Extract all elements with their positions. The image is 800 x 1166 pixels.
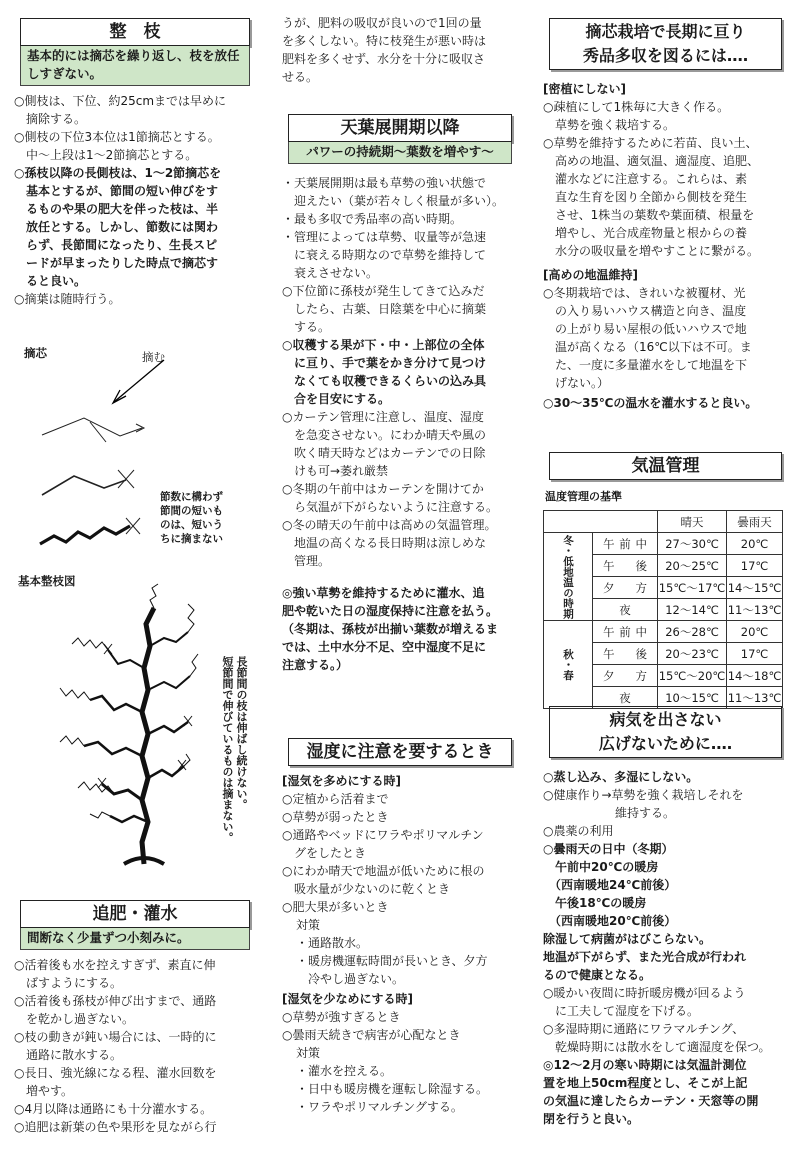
table-corner [544, 511, 658, 533]
temperature-section [543, 452, 788, 709]
season-autumn-spring: 秋・春 [544, 621, 593, 709]
continued-para: うが、肥料の吸収が良いので1回の量 を多くしない。特に枝発生が悪い時は 肥料を多くせず、水分を十分に吸収さ せる。 [282, 16, 487, 84]
disease-para: ○暖かい夜間に時折暖房機が回るよう に工夫して湿度を下げる。 [543, 986, 746, 1018]
disease-para: ○農薬の利用 [543, 824, 614, 838]
disease-title-line: 病気を出さない [609, 710, 722, 729]
sunny-cell: 10～15℃ [658, 687, 727, 709]
pinch-arrow-label: 摘む [142, 350, 165, 364]
season-winter: 冬・低地温の時期 [544, 533, 593, 621]
cloudy-cell: 14～15℃ [727, 577, 783, 599]
fertilize-para: ○長日、強光線になる程、灌水回数を 増やす。 [14, 1066, 217, 1098]
humidity-less-item: ・灌水を控える。 [296, 1064, 393, 1078]
sunny-cell: 27～30℃ [658, 533, 727, 555]
temperature-title: 気温管理 [549, 452, 782, 480]
canopy-para: ○冬の晴天の午前中は高めの気温管理。 地温の高くなる長日時期は涼しめな 管理。 [282, 518, 497, 568]
humidity-more-item: ○肥大果が多いとき [282, 900, 389, 914]
humidity-less-item: ・日中も暖房機を運転し除湿する。 [296, 1082, 489, 1096]
cloudy-cell: 11～13℃ [727, 599, 783, 621]
soil-para: ○冬期栽培では、きれいな被覆材、光 の入り易いハウス構造と向き、温度 の上がり易い屋根の低いハウスで地 温が高くなる（16℃以下は不可。ま た、一度に多量灌水をして地温を下 げない。） [543, 286, 752, 390]
canopy-para: ○下位節に孫枝が発生してきて込みだ したら、古葉、日陰葉を中心に摘葉 する。 [282, 284, 487, 334]
fertilize-section [14, 900, 256, 1136]
warm-water-para: ○30～35℃の温水を灌水すると良い。 [543, 396, 758, 410]
pruning-para: ○孫枝以降の長側枝は、1～2節摘芯を 基本とするが、節間の短い伸びをす るものや果の肥大を伴った枝は、半 放任とする。しかし、節数には関わ らず、長節間になったり、生長スピ ードが早まったりした時点で摘芯す ると良い。 [14, 166, 222, 288]
disease-title [549, 706, 782, 758]
period-cell: 夜 [593, 599, 658, 621]
temperature-table [543, 510, 783, 709]
canopy-para: ・最も多収で秀品率の高い時期。 [282, 212, 463, 226]
pinch-note: 節数に構わず 節間の短いも のは、短いう ちに摘まない [160, 491, 223, 545]
temperature-caption: 温度管理の基準 [545, 490, 622, 503]
fertilize-para: ○枝の動きが鈍い場合には、一時的に 通路に散水する。 [14, 1030, 217, 1062]
humidity-more-item: ○定植から活着まで [282, 792, 389, 806]
col-sunny: 晴天 [658, 511, 727, 533]
disease-para: ○多湿時期に通路にワラマルチング、 乾燥時期には散水をして適湿度を保つ。 [543, 1022, 771, 1054]
basic-pruning-note: 長節間の枝は伸ばし続けない。 短節間で伸びているものは摘まない。 [221, 656, 248, 843]
pinch-figure [14, 340, 256, 560]
pruning-summary: 基本的には摘芯を繰り返し、枝を放任しすぎない。 [20, 46, 250, 86]
cloudy-cell: 17℃ [727, 555, 783, 577]
longterm-title [549, 18, 782, 70]
period-cell: 午 後 [593, 643, 658, 665]
canopy-para: ・天葉展開期は最も草勢の強い状態で 迎えたい（葉が若々しく根量が多い）。 [282, 176, 505, 208]
sunny-cell: 15℃～20℃ [658, 665, 727, 687]
humidity-less-label: [湿気を少なめにする時] [282, 992, 413, 1006]
period-cell: 午前中 [593, 533, 658, 555]
period-cell: 夜 [593, 687, 658, 709]
sunny-cell: 20～25℃ [658, 555, 727, 577]
pruning-para: ○摘葉は随時行う。 [14, 292, 121, 306]
table-header-row [544, 511, 783, 533]
cloudy-cell: 17℃ [727, 643, 783, 665]
cloudy-cell: 20℃ [727, 533, 783, 555]
density-label: [密植にしない] [543, 82, 626, 96]
canopy-section [282, 114, 518, 674]
cloudy-cell: 20℃ [727, 621, 783, 643]
longterm-section [543, 18, 788, 412]
longterm-title-line: 摘芯栽培で長期に亘り [585, 22, 746, 41]
disease-para: ○曇雨天の日中（冬期） 午前中20℃の暖房 （西南暖地24℃前後） 午後18℃の暖房 （西南暖地20℃前後） 除湿して病菌がはびこらない。 地温が下がらず、また光合成が行われ るので健康となる。 [543, 842, 747, 982]
canopy-para: ○冬期の午前中はカーテンを開けてか ら気温が下がらないように注意する。 [282, 482, 499, 514]
humidity-more-item: ○通路やベッドにワラやポリマルチン グをしたとき [282, 828, 484, 860]
fertilize-para: ○活着後も孫枝が伸び出すまで、通路 を乾かし過ぎない。 [14, 994, 217, 1026]
disease-para: ○健康作り→草勢を強く栽培しそれを 維持する。 [543, 788, 744, 820]
sunny-cell: 12～14℃ [658, 599, 727, 621]
sunny-cell: 20～23℃ [658, 643, 727, 665]
basic-pruning-plant [14, 572, 214, 872]
soil-label: [高めの地温維持] [543, 268, 638, 282]
period-cell: 午 後 [593, 555, 658, 577]
sunny-cell: 26～28℃ [658, 621, 727, 643]
period-cell: 午前中 [593, 621, 658, 643]
humidity-more-item: ○草勢が弱ったとき [282, 810, 389, 824]
pruning-para: ○側枝は、下位、約25cmまでは早めに 摘除する。 [14, 94, 227, 126]
fertilize-summary: 間断なく少量ずつ小刻みに。 [20, 928, 250, 950]
table-row [544, 533, 783, 555]
cloudy-cell: 14～18℃ [727, 665, 783, 687]
fertilize-para: ○4月以降は通路にも十分灌水する。 [14, 1102, 213, 1116]
pruning-section [14, 18, 256, 308]
fertilize-para: ○追肥は新葉の色や果形を見ながら行 [14, 1120, 217, 1134]
fertilize-para: ○活着後も水を控えすぎず、素直に伸 ばすようにする。 [14, 958, 216, 990]
humidity-more-label: [湿気を多めにする時] [282, 774, 401, 788]
sunny-cell: 15℃～17℃ [658, 577, 727, 599]
density-para: ○草勢を維持するために若苗、良い土、 高めの地温、適気温、適湿度、追肥、 灌水などに注意する。これらは、素 直な生育を図り全節から側枝を発生 させ、1株当の葉数や葉面積、根量を 増やし、光合成産物量と根からの養 水分の吸収量を増やすことに繋がる。 [543, 136, 760, 258]
humidity-more-item: ・通路散水。 [296, 936, 369, 950]
canopy-title: 天葉展開期以降 [288, 114, 512, 142]
canopy-para: ・管理によっては草勢、収量等が急速 に衰える時期なので草勢を維持して 衰えさせない。 [282, 230, 487, 280]
basic-pruning-figure [14, 572, 256, 872]
pruning-para: ○側枝の下位3本位は1節摘芯とする。 中～上段は1～2節摘芯とする。 [14, 130, 220, 162]
pruning-title: 整 枝 [20, 18, 250, 46]
basic-pruning-label: 基本整枝図 [18, 574, 76, 588]
canopy-para: ○カーテン管理に注意し、温度、湿度 を急変させない。にわか晴天や風の 吹く晴天時などはカーテンでの日除 けも可→萎れ厳禁 [282, 410, 487, 478]
humidity-more-item: ○にわか晴天で地温が低いために根の 吸水量が少ないのに乾くとき [282, 864, 485, 896]
humidity-less-item: 対策 [296, 1046, 321, 1060]
humidity-less-item: ○曇雨天続きで病害が心配なとき [282, 1028, 461, 1042]
period-cell: 夕 方 [593, 665, 658, 687]
disease-para: ○蒸し込み、多湿にしない。 [543, 770, 699, 784]
humidity-more-item: ・暖房機運転時間が長いとき、夕方 冷やし過ぎない。 [296, 954, 488, 986]
disease-section [543, 706, 788, 1128]
col-cloudy: 曇雨天 [727, 511, 783, 533]
cloudy-cell: 11～13℃ [727, 687, 783, 709]
humidity-less-item: ○草勢が強すぎるとき [282, 1010, 401, 1024]
humidity-section [282, 738, 518, 1116]
disease-para: ◎12～2月の寒い時期には気温計測位 置を地上50cm程度とし、そこが上記 の気温に達したらカーテン・天窓等の開 閉を行うと良い。 [543, 1058, 759, 1126]
humidity-title: 湿度に注意を要するとき [288, 738, 512, 766]
fertilize-title: 追肥・灌水 [20, 900, 250, 928]
disease-title-line: 広げないために‥‥ [598, 734, 733, 753]
longterm-title-line: 秀品多収を図るには‥‥ [582, 46, 749, 65]
canopy-para: ○収穫する果が下・中・上部位の全体 に亘り、手で葉をかき分けて見つけ なくても収穫できるくらいの込み具 合を目安にする。 [282, 338, 487, 406]
humidity-more-item: 対策 [296, 918, 321, 932]
canopy-emphasis: ◎強い草勢を維持するために灌水、追 肥や乾いた日の湿度保持に注意を払う。 （冬期は、孫枝が出揃い葉数が増えるま では、土中水分不足、空中湿度不足に 注意する。） [282, 586, 499, 672]
humidity-less-item: ・ワラやポリマルチングする。 [296, 1100, 463, 1114]
density-para: ○疎植にして1株毎に大きく作る。 草勢を強く栽培する。 [543, 100, 730, 132]
pinch-label: 摘芯 [24, 346, 47, 360]
canopy-summary: パワーの持続期～葉数を増やす～ [288, 142, 512, 164]
period-cell: 夕 方 [593, 577, 658, 599]
table-row [544, 621, 783, 643]
